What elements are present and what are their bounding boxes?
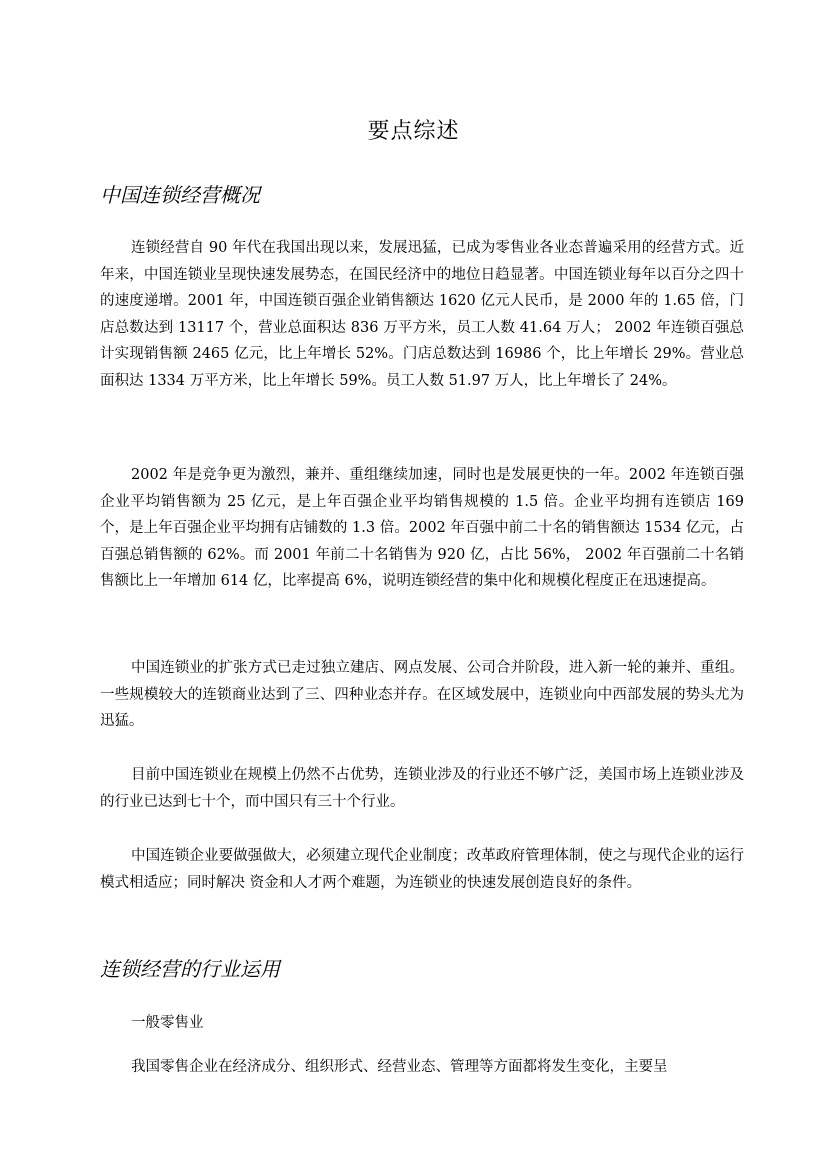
paragraph-overview-2: 2002 年是竞争更为激烈，兼并、重组继续加速，同时也是发展更快的一年。2002 年连锁百强企业平均销售额为 25 亿元，是上年百强企业平均销售规模的 1.5 倍。企业平均拥有连锁店 169 个，是上年百强企业平均拥有店铺数的 1.3 倍。2002 年百强中前二十名的销售额达 1534 亿元，占百强总销售额的 62%。而 2001 年前二十名销售为 920 亿，占比 56%， 2002 年百强前二十名销售额比上一年增加 614 亿，比率提高 6%，说明连锁经营的集中化和规模化程度正在迅速提高。 (100, 467, 744, 589)
paragraph-overview-3: 中国连锁业的扩张方式已走过独立建店、网点发展、公司合并阶段，进入新一轮的兼并、重组。一些规模较大的连锁商业达到了三、四种业态并存。在区域发展中，连锁业向中西部发展的势头尤为迅猛。 (100, 660, 744, 729)
paragraph-retail-1: 我国零售企业在经济成分、组织形式、经营业态、管理等方面都将发生变化，主要呈 (131, 1059, 668, 1075)
document-title: 要点综述 (367, 119, 460, 144)
section-heading-industry: 连锁经营的行业运用 (100, 957, 280, 981)
paragraph-overview-1: 连锁经营自 90 年代在我国出现以来，发展迅猛，已成为零售业各业态普遍采用的经营方式。近年来，中国连锁业呈现快速发展势态，在国民经济中的地位日趋显著。中国连锁业每年以百分之四十的速度递增。2001 年，中国连锁百强企业销售额达 1620 亿元人民币，是 2000 年的 1.65 倍，门店总数达到 13117 个，营业总面积达 836 万平方米，员工人数 41.64 万人； 2002 年连锁百强总计实现销售额 2465 亿元，比上年增长 52%。门店总数达到 16986 个，比上年增长 29%。营业总面积达 1334 万平方米，比上年增长 59%。员工人数 51.97 万人，比上年增长了 24%。 (100, 240, 744, 389)
section-heading-overview: 中国连锁经营概况 (100, 183, 260, 207)
subheading-general-retail: 一般零售业 (131, 1015, 204, 1031)
paragraph-overview-4: 目前中国连锁业在规模上仍然不占优势，连锁业涉及的行业还不够广泛，美国市场上连锁业涉及的行业已达到七十个，而中国只有三十个行业。 (100, 767, 744, 810)
paragraph-overview-5: 中国连锁企业要做强做大，必须建立现代企业制度；改革政府管理体制，使之与现代企业的运行模式相适应；同时解决 资金和人才两个难题，为连锁业的快速发展创造良好的条件。 (100, 848, 744, 891)
